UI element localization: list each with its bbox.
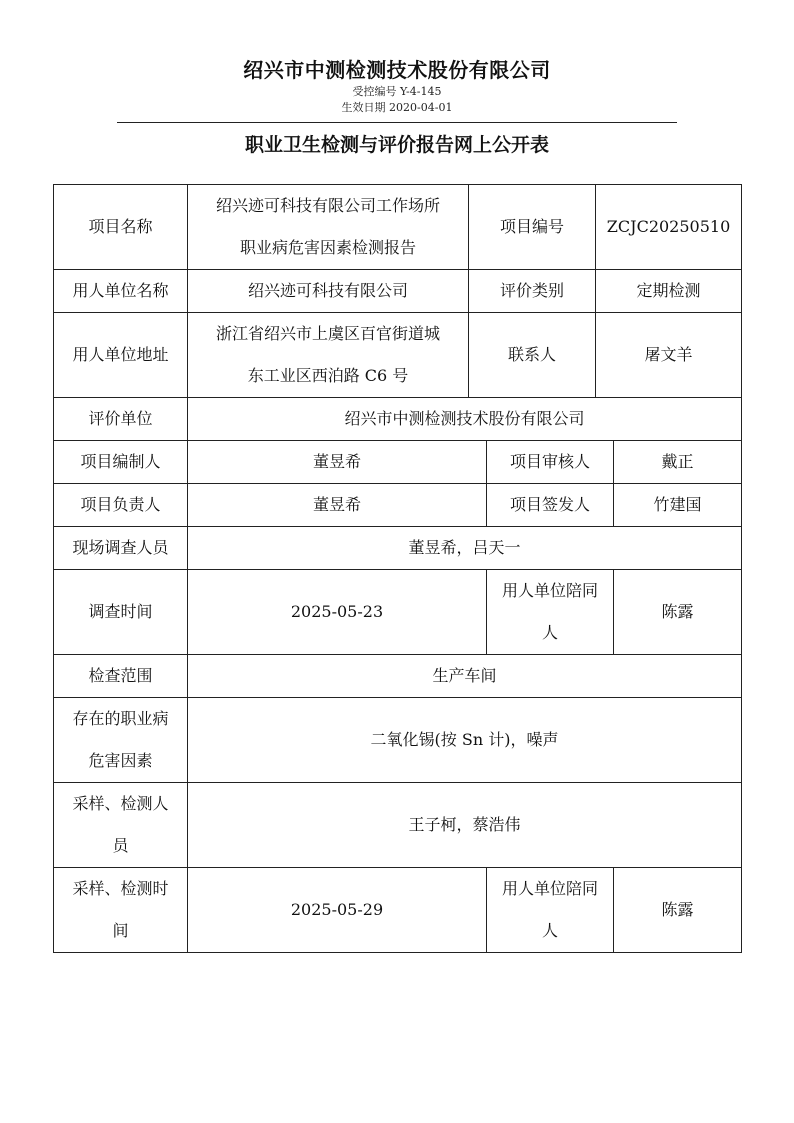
company-name: 绍兴市中测检测技术股份有限公司 [243, 58, 551, 82]
table-row [54, 783, 742, 868]
table-row [54, 655, 742, 698]
label-cell: 联系人 [469, 313, 596, 398]
table-row [54, 698, 742, 783]
survey-staff-cell: 董昱希，吕天一 [188, 527, 742, 570]
table-row [54, 484, 742, 527]
label-cell: 调查时间 [54, 570, 188, 655]
table-row [54, 398, 742, 441]
effective-date: 生效日期 2020-04-01 [341, 101, 453, 114]
sampling-time-cell: 2025-05-29 [188, 868, 487, 953]
sampling-staff-cell: 王子柯，蔡浩伟 [188, 783, 742, 868]
table-row [54, 868, 742, 953]
label-cell: 采样、检测人 员 [54, 783, 188, 868]
report-table [53, 184, 742, 953]
label-cell: 项目审核人 [487, 441, 614, 484]
label-cell: 项目名称 [54, 185, 188, 270]
document-title: 职业卫生检测与评价报告网上公开表 [244, 134, 549, 156]
contact-cell: 屠文羊 [596, 313, 742, 398]
document-header [0, 56, 794, 116]
label-cell: 用人单位地址 [54, 313, 188, 398]
label-cell: 项目签发人 [487, 484, 614, 527]
reviewer-cell: 戴正 [614, 441, 742, 484]
employer-cell: 绍兴迹可科技有限公司 [188, 270, 469, 313]
scope-cell: 生产车间 [188, 655, 742, 698]
label-cell: 项目编制人 [54, 441, 188, 484]
control-number: 受控编号 Y-4-145 [352, 85, 442, 98]
label-cell: 评价类别 [469, 270, 596, 313]
issuer-cell: 竹建国 [614, 484, 742, 527]
label-cell: 现场调查人员 [54, 527, 188, 570]
table-row [54, 185, 742, 270]
label-cell: 采样、检测时 间 [54, 868, 188, 953]
project-number-cell: ZCJC20250510 [596, 185, 742, 270]
eval-unit-cell: 绍兴市中测检测技术股份有限公司 [188, 398, 742, 441]
survey-accompany-cell: 陈露 [614, 570, 742, 655]
label-cell: 检查范围 [54, 655, 188, 698]
label-cell: 项目负责人 [54, 484, 188, 527]
label-cell: 用人单位陪同 人 [487, 570, 614, 655]
label-cell: 用人单位陪同 人 [487, 868, 614, 953]
survey-time-cell: 2025-05-23 [188, 570, 487, 655]
eval-type-cell: 定期检测 [596, 270, 742, 313]
header-divider [117, 122, 677, 123]
table-row [54, 570, 742, 655]
hazards-cell: 二氧化锡(按 Sn 计)，噪声 [188, 698, 742, 783]
address-cell: 浙江省绍兴市上虞区百官街道城 东工业区西泊路 C6 号 [188, 313, 469, 398]
table-row [54, 441, 742, 484]
label-cell: 存在的职业病 危害因素 [54, 698, 188, 783]
table-row [54, 527, 742, 570]
compiler-cell: 董昱希 [188, 441, 487, 484]
table-row [54, 270, 742, 313]
sampling-accompany-cell: 陈露 [614, 868, 742, 953]
table-row [54, 313, 742, 398]
label-cell: 项目编号 [469, 185, 596, 270]
project-name-cell: 绍兴迹可科技有限公司工作场所 职业病危害因素检测报告 [188, 185, 469, 270]
label-cell: 评价单位 [54, 398, 188, 441]
label-cell: 用人单位名称 [54, 270, 188, 313]
leader-cell: 董昱希 [188, 484, 487, 527]
